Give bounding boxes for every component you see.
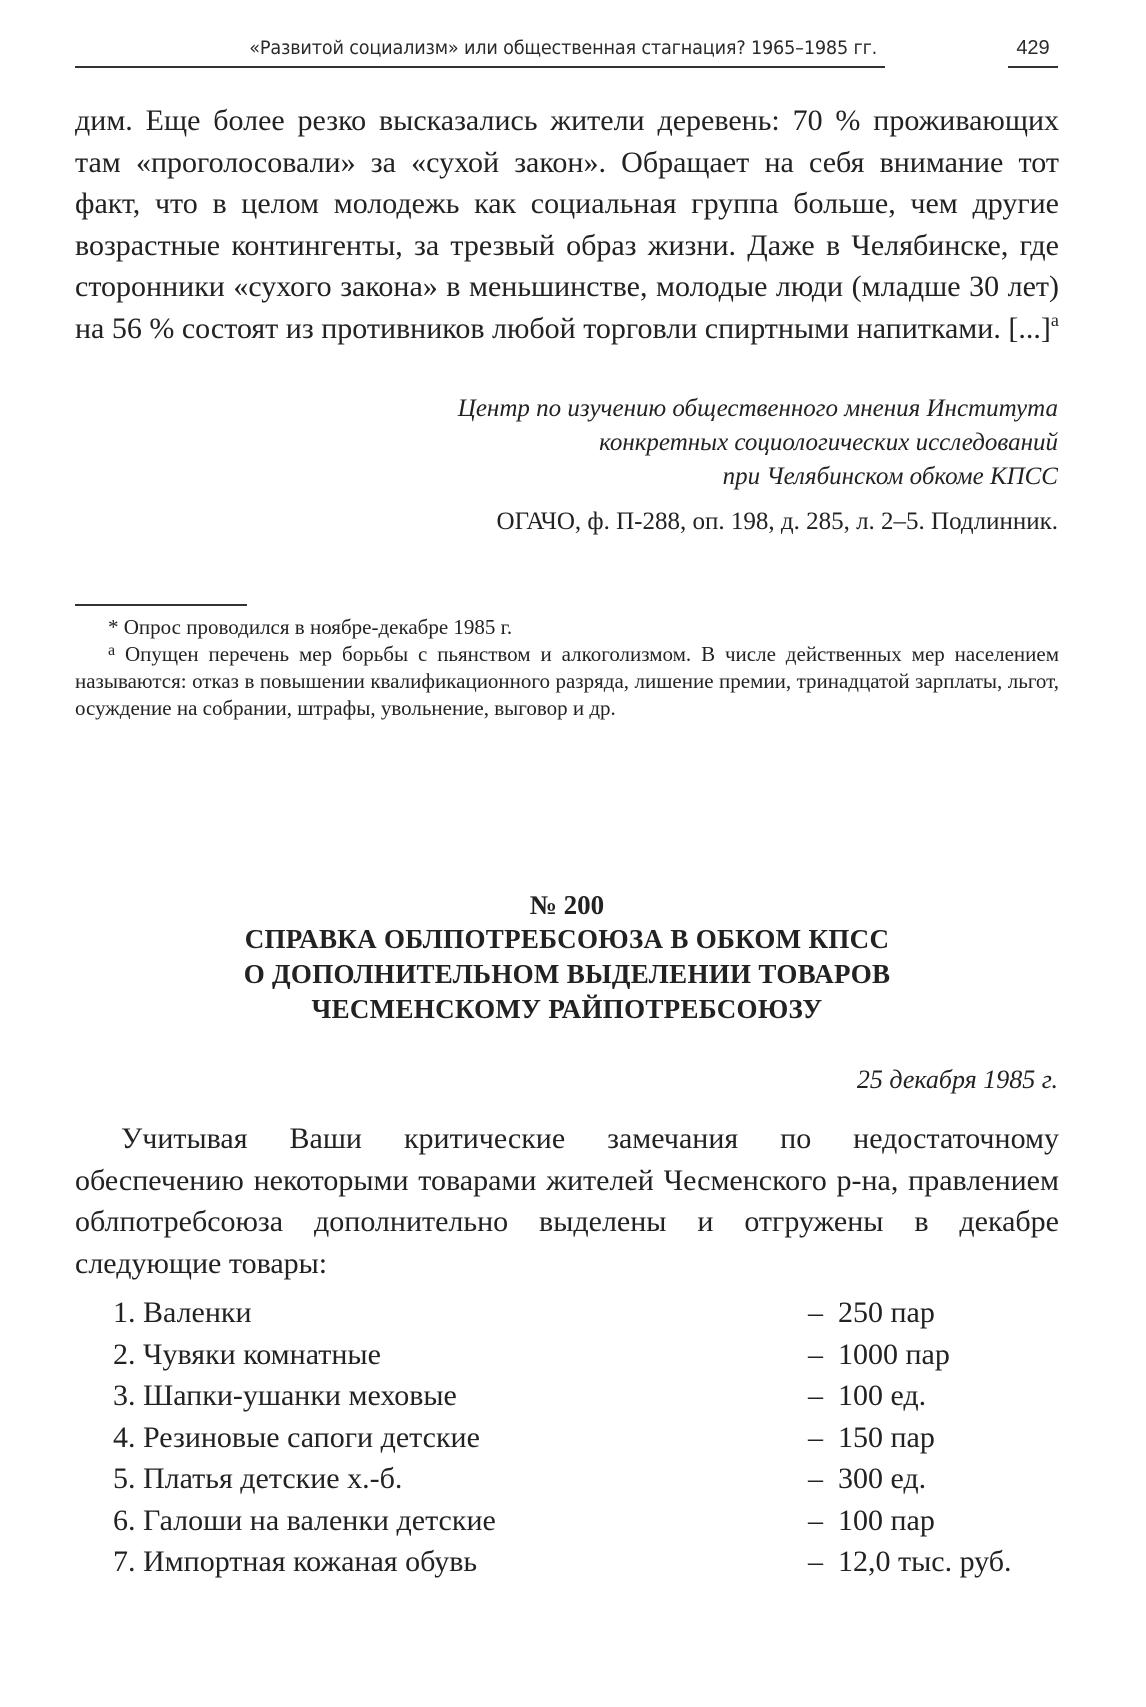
- footnote-text: Опущен перечень мер борьбы с пьянством и алкоголизмом. В числе действенных мер населением называются: отказ в повышении квалификационного разряда, лишение премии, тринадцатой зарплаты, льгот, осуждение на собрании, штрафы, увольнение, выговор и др.: [75, 642, 1060, 720]
- signature-line: Центр по изучению общественного мнения Института: [457, 395, 1058, 422]
- previous-document-paragraph: [75, 100, 1059, 349]
- page-number: 429: [1008, 34, 1058, 68]
- goods-dash: –: [808, 1545, 823, 1578]
- goods-quantity: 12,0 тыс. руб.: [838, 1545, 1012, 1578]
- goods-quantity: 250 пар: [838, 1296, 935, 1329]
- signature-line: конкретных социологических исследований: [599, 429, 1058, 456]
- footnote-text: Опрос проводился в ноябре-декабре 1985 г.: [123, 615, 513, 639]
- paragraph-text: Учитывая Ваши критические замечания по недостаточному обеспечению некоторыми товарами жителей Чесменского р-на, правлением облпотребсоюза дополнительно выделены и отгружены в декабре следующие товары:: [75, 1122, 1059, 1280]
- goods-quantity: 100 ед.: [838, 1379, 927, 1412]
- footnote-divider: [75, 604, 247, 606]
- footnote-item: [75, 641, 1059, 722]
- goods-quantity: 150 пар: [838, 1420, 935, 1454]
- list-item: [113, 1417, 1073, 1459]
- document-title-line: СПРАВКА ОБЛПОТРЕБСОЮЗА В ОБКОМ КПСС: [244, 924, 890, 954]
- goods-dash: –: [808, 1462, 823, 1495]
- document-paragraph: [75, 1118, 1059, 1284]
- document-title-line: ЧЕСМЕНСКОМУ РАЙПОТРЕБСОЮЗУ: [311, 994, 823, 1024]
- document-date: 25 декабря 1985 г.: [856, 1065, 1058, 1094]
- list-item: [113, 1292, 1073, 1334]
- goods-quantity: 300 ед.: [838, 1462, 927, 1495]
- goods-quantity: 100 пар: [838, 1503, 935, 1537]
- running-header-title: «Развитой социализм» или общественная стагнация? 1965–1985 гг.: [249, 37, 877, 59]
- document-title-line: О ДОПОЛНИТЕЛЬНОМ ВЫДЕЛЕНИИ ТОВАРОВ: [243, 959, 891, 989]
- goods-dash: –: [808, 1337, 823, 1371]
- list-item: [113, 1541, 1073, 1583]
- goods-name: 4. Резиновые сапоги детские: [113, 1420, 480, 1454]
- goods-dash: –: [808, 1379, 823, 1412]
- paragraph-text: дим. Еще более резко высказались жители деревень: 70 % проживающих там «проголосовали» за «сухой закон». Обращает на себя внимание тот факт, что в целом молодежь как социальная группа больше, чем другие возрастные контингенты, за трезвый образ жизни. Даже в Челябинске, где сторонники «сухого закона» в меньшинстве, молодые люди (младше 30 лет) на 56 % состоят из противников любой торговли спиртными напитками. [...]: [75, 104, 1059, 345]
- goods-dash: –: [808, 1420, 823, 1454]
- goods-quantity: 1000 пар: [838, 1337, 950, 1371]
- document-number: № 200: [529, 890, 605, 920]
- goods-name: 5. Платья детские х.-б.: [113, 1462, 403, 1495]
- list-item: [113, 1458, 1073, 1500]
- goods-name: 7. Импортная кожаная обувь: [113, 1545, 478, 1578]
- running-header: [75, 34, 885, 68]
- archive-reference: ОГАЧО, ф. П-288, оп. 198, д. 285, л. 2–5. Подлинник.: [496, 508, 1058, 535]
- signature-block: [258, 392, 1058, 494]
- list-item: [113, 1334, 1073, 1376]
- signature-line: при Челябинском обкоме КПСС: [722, 463, 1058, 490]
- goods-dash: –: [808, 1296, 823, 1329]
- goods-dash: –: [808, 1503, 823, 1537]
- goods-name: 2. Чувяки комнатные: [113, 1337, 381, 1371]
- list-item: [113, 1375, 1073, 1417]
- list-item: [113, 1500, 1073, 1542]
- goods-name: 1. Валенки: [113, 1296, 252, 1329]
- goods-name: 6. Галоши на валенки детские: [113, 1503, 496, 1537]
- goods-list: [113, 1292, 1073, 1583]
- footnote-mark: а: [108, 642, 116, 659]
- footnote-marker-a: а: [1050, 309, 1059, 330]
- footnote-mark: *: [108, 615, 119, 639]
- goods-name: 3. Шапки-ушанки меховые: [113, 1379, 457, 1412]
- document-heading: [75, 888, 1059, 1027]
- footnotes: [75, 614, 1059, 722]
- footnote-item: [75, 614, 1059, 641]
